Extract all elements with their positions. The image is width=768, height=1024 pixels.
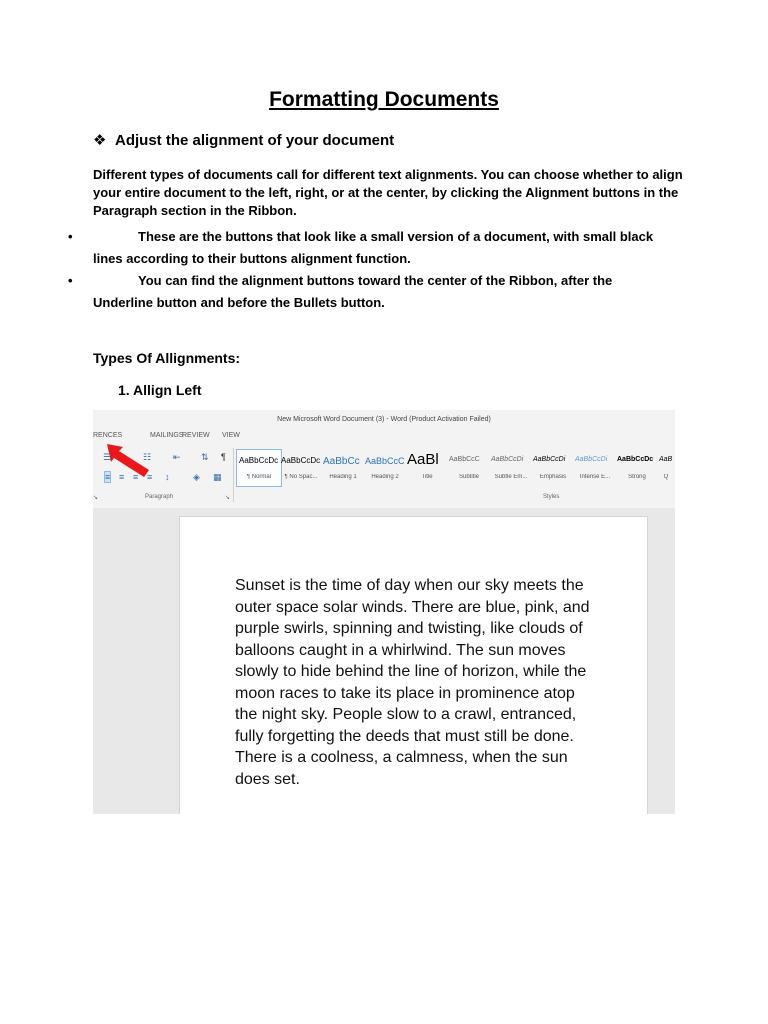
style-preview: AaBbCc xyxy=(323,456,360,467)
style-name: Heading 2 xyxy=(371,474,399,480)
multilevel-list-icon[interactable]: ☷ xyxy=(143,452,152,462)
types-heading: Types Of Allignments: xyxy=(93,350,241,366)
style-preview: AaBl xyxy=(407,451,439,468)
style-name: Intense E... xyxy=(579,474,611,480)
style-name: ¶ No Spac... xyxy=(284,474,318,480)
paragraph-tools xyxy=(97,452,237,492)
style-preview: AaBbCcDi xyxy=(575,456,608,463)
tab-references[interactable]: RENCES xyxy=(93,432,123,439)
sort-icon[interactable]: ⇅ xyxy=(201,452,209,462)
style-preview: AaBbCcDi xyxy=(491,456,524,463)
style-name: Strong xyxy=(628,474,646,480)
numbered-item-align-left: 1. Allign Left xyxy=(118,382,202,398)
bullet-line: These are the buttons that look like a small version of a document, with small black xyxy=(138,229,654,244)
style-name: Title xyxy=(421,474,433,480)
style-subtitle[interactable] xyxy=(447,450,491,486)
page-body-text: Sunset is the time of day when our sky meets the outer space solar winds. There are blue, pink, and purple swirls, spinning and twisting, like clouds of balloons caught in a whirlwind. The sun moves slowly to hide behind the line of horizon, while the moon races to take its place in prominence atop the night sky. People slow to a crawl, entranced, fully forgetting the deeds that must still be done. There is a coolness, a calmness, when the sun does set. xyxy=(235,577,590,788)
styles-group-label: Styles xyxy=(543,494,560,500)
bullet-item xyxy=(68,270,688,314)
borders-icon[interactable]: ▦ xyxy=(213,472,222,482)
document-page[interactable] xyxy=(179,516,648,814)
heading-text: Adjust the alignment of your document xyxy=(115,132,395,149)
style-preview: AaBbCcC xyxy=(365,456,405,466)
align-center-icon[interactable]: ≡ xyxy=(119,472,125,482)
tab-review[interactable]: REVIEW xyxy=(182,432,210,439)
style-heading-1[interactable] xyxy=(321,450,365,486)
bullet-dot-icon: • xyxy=(68,229,73,244)
style-name: Heading 1 xyxy=(329,474,357,480)
style-preview: AaBbCcDi xyxy=(533,456,566,463)
align-left-icon[interactable]: ≡ xyxy=(105,472,111,482)
style-name: Subtle Em... xyxy=(494,474,528,480)
style-subtle-emphasis[interactable] xyxy=(489,450,533,486)
style-name: ¶ Normal xyxy=(246,474,272,480)
bullet-line-continued: lines according to their buttons alignment function. xyxy=(93,251,411,266)
bullet-line: You can find the alignment buttons toward the center of the Ribbon, after the xyxy=(138,273,613,288)
tab-mailings[interactable]: MAILINGS xyxy=(150,432,184,439)
bullet-line-continued: Underline button and before the Bullets button. xyxy=(93,295,385,310)
style-no-spacing[interactable] xyxy=(279,450,323,486)
style-preview: AaBbCcDc xyxy=(281,456,321,465)
bullet-dot-icon: • xyxy=(68,273,73,288)
document-title: Formatting Documents xyxy=(269,88,499,111)
align-right-icon[interactable]: ≡ xyxy=(133,472,139,482)
style-name: Q xyxy=(663,474,669,480)
window-title: New Microsoft Word Document (3) - Word (Product Activation Failed) xyxy=(277,416,491,423)
bullets-icon[interactable]: ☰ xyxy=(103,452,112,462)
style-preview: AaBbCcDc xyxy=(239,456,279,465)
style-quote[interactable] xyxy=(657,450,675,486)
paragraph-group-label: Paragraph xyxy=(145,494,174,500)
justify-icon[interactable]: ≡ xyxy=(147,472,153,482)
diamond-bullet-icon: ❖ xyxy=(93,132,107,149)
style-preview: AaBbCcDc xyxy=(617,456,654,463)
style-name: Subtitle xyxy=(458,474,479,480)
line-spacing-icon[interactable]: ↕ xyxy=(165,472,170,482)
bullet-item xyxy=(68,226,688,270)
group-divider xyxy=(233,448,234,502)
style-heading-2[interactable] xyxy=(363,450,407,486)
styles-gallery xyxy=(235,450,675,490)
style-title[interactable] xyxy=(405,450,449,486)
word-screenshot xyxy=(93,410,675,814)
style-emphasis[interactable] xyxy=(531,450,575,486)
style-intense-emphasis[interactable] xyxy=(573,450,617,486)
paragraph-dialog-launcher-icon[interactable]: ↘ xyxy=(225,495,231,501)
decrease-indent-icon[interactable]: ⇤ xyxy=(173,452,181,462)
style-normal[interactable] xyxy=(237,450,281,486)
style-strong[interactable] xyxy=(615,450,659,486)
tab-view[interactable]: VIEW xyxy=(222,432,240,439)
dialog-launcher-icon[interactable]: ↘ xyxy=(93,495,99,501)
section-heading-alignment xyxy=(93,131,394,149)
show-paragraph-marks-icon[interactable]: ¶ xyxy=(221,452,226,462)
shading-icon[interactable]: ◈ xyxy=(193,472,200,482)
style-preview: AaBbCcC xyxy=(449,456,480,463)
style-name: Emphasis xyxy=(539,474,567,480)
intro-paragraph: Different types of documents call for different text alignments. You can choose whether to align your entire document to the left, right, or at the center, by clicking the Alignment buttons in the Paragraph section in the Ribbon. xyxy=(93,167,683,218)
style-preview: AaB xyxy=(659,456,673,463)
